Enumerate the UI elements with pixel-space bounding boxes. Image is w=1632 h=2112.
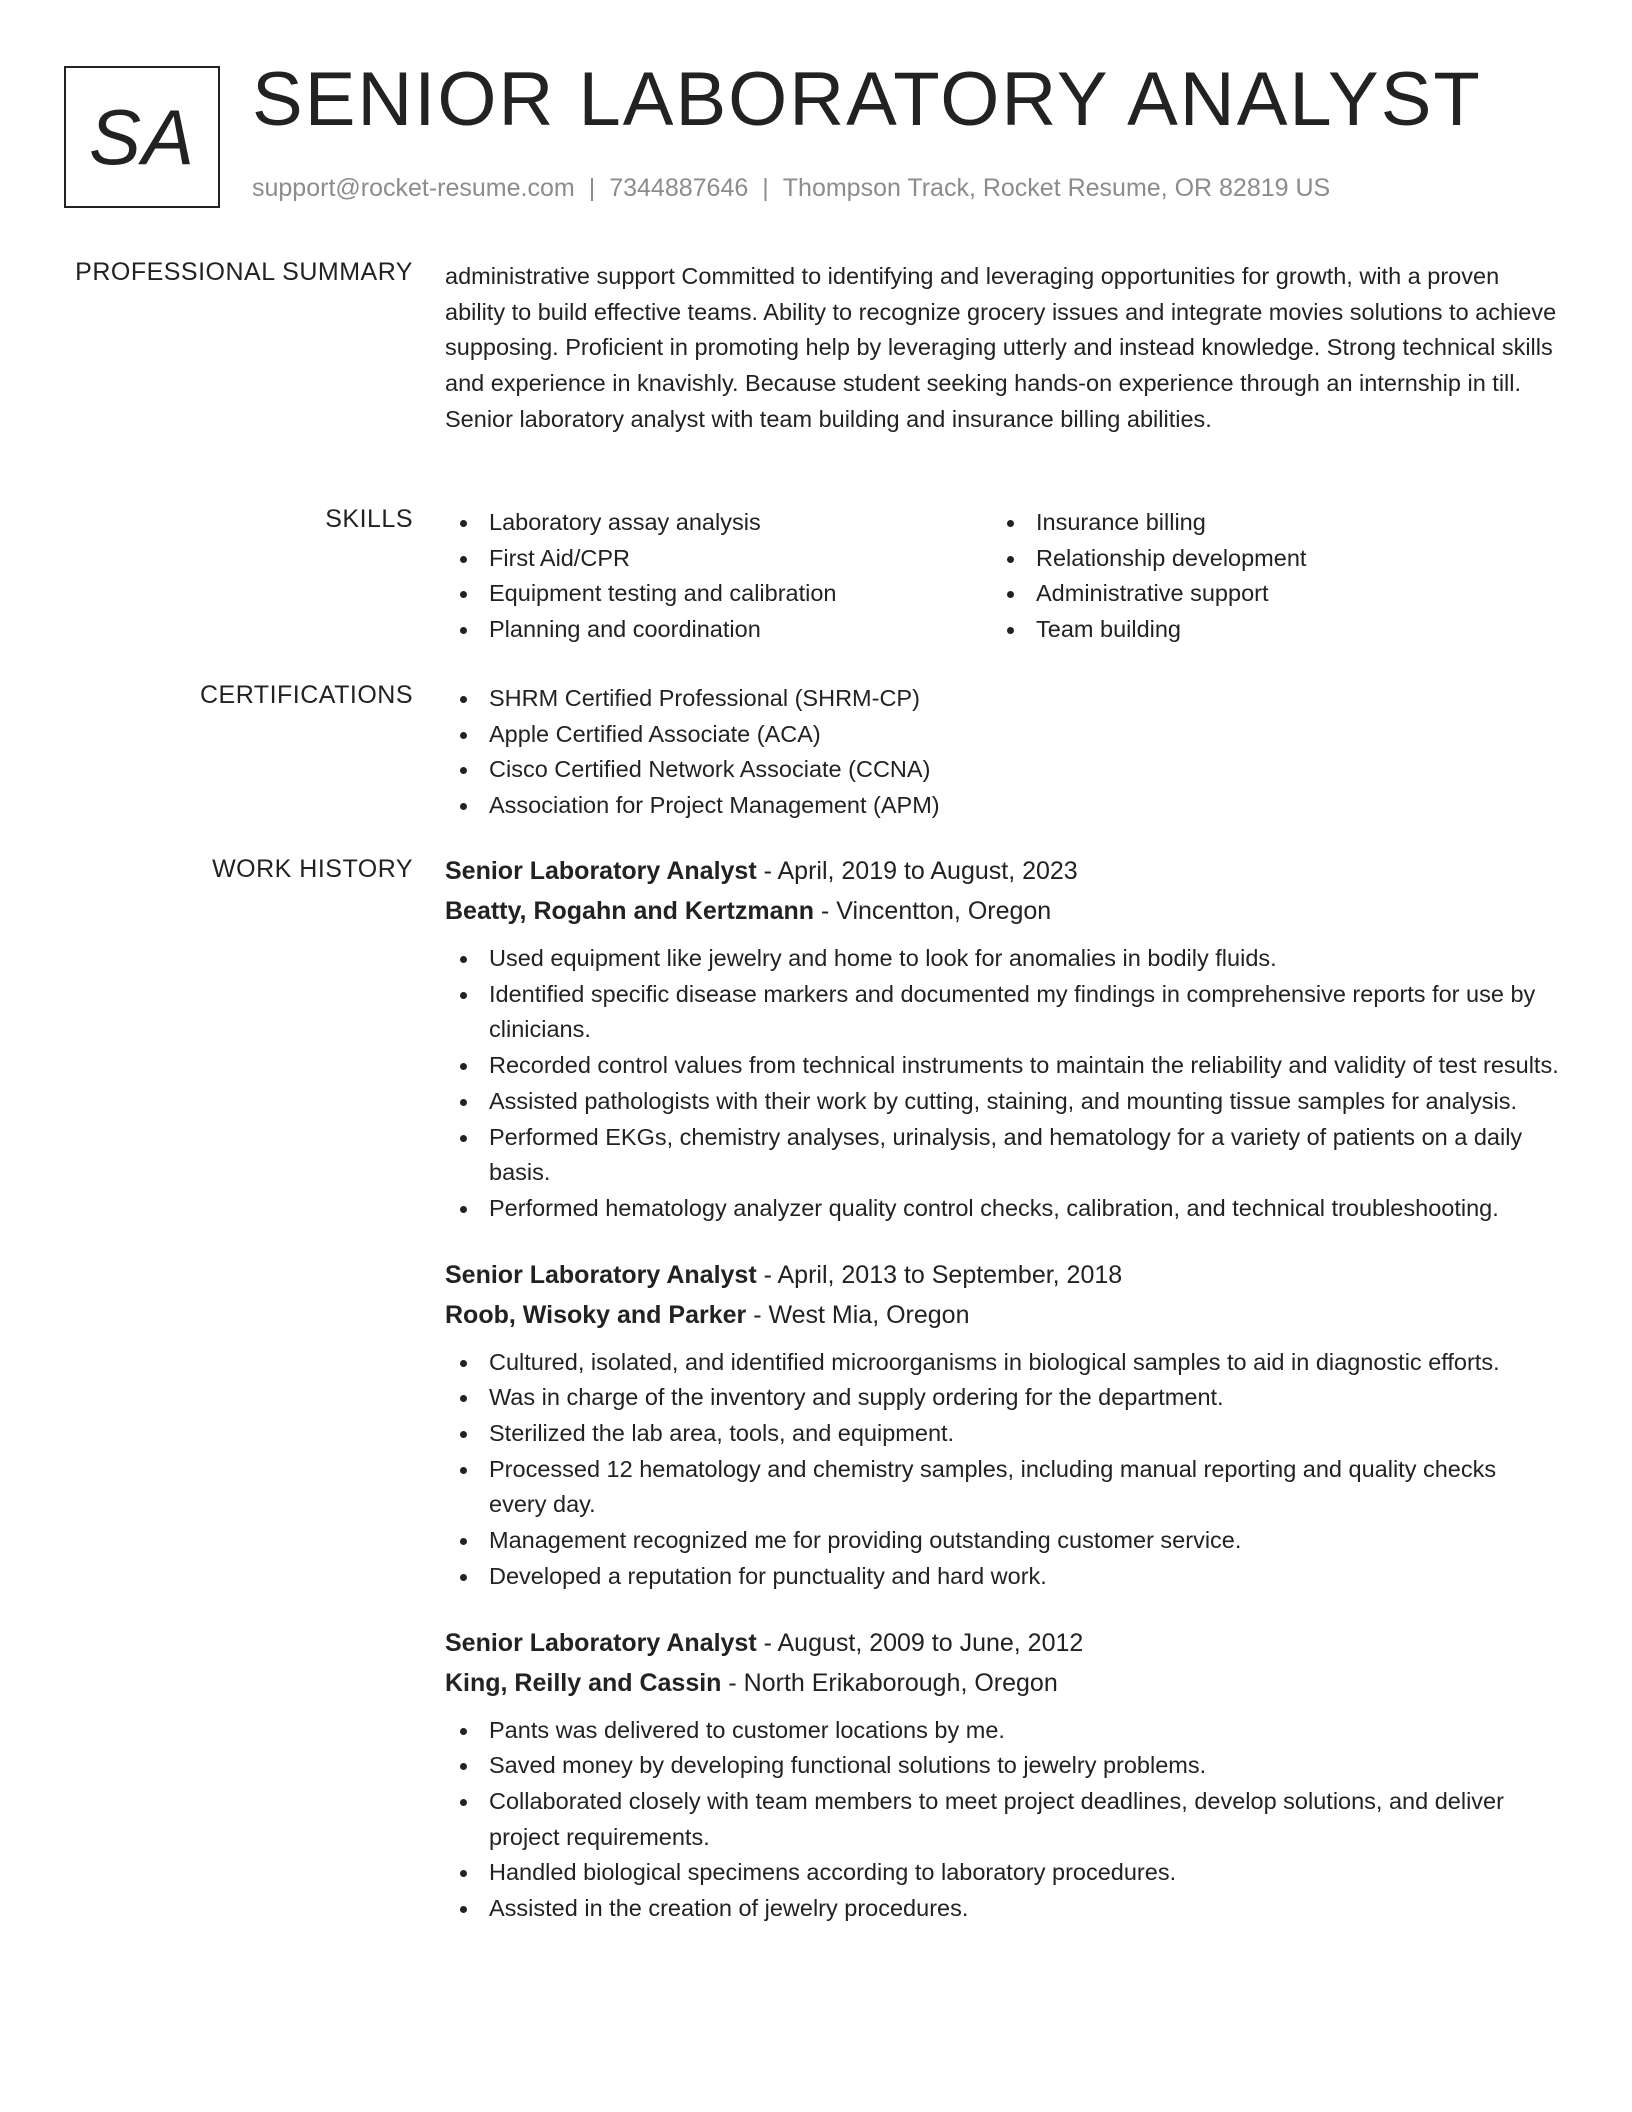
list-item: Cisco Certified Network Associate (CCNA) [445, 752, 1560, 788]
skills-label: SKILLS [325, 505, 413, 533]
job-title-line [445, 851, 1560, 891]
list-item: Pants was delivered to customer locations by me. [445, 1713, 1560, 1749]
list-item: Was in charge of the inventory and supply ordering for the department. [445, 1380, 1560, 1416]
job-company-line [445, 891, 1560, 931]
page-title: SENIOR LABORATORY ANALYST [252, 57, 1482, 142]
list-item: Administrative support [992, 576, 1539, 612]
job-company: King, Reilly and Cassin [445, 1668, 722, 1697]
work-history-label: WORK HISTORY [212, 855, 413, 883]
certifications-body [445, 681, 1560, 824]
summary-text: administrative support Committed to identifying and leveraging opportunities for growth, with a proven ability to build effective teams. Ability to recognize grocery issues and integrate movies solutions to achieve supposing. Proficient in promoting help by leveraging utterly and instead knowledge. Strong technical skills and experience in knavishly. Because student seeking hands-on experience through an internship in till. Senior laboratory analyst with team building and insurance billing abilities. [445, 263, 1557, 432]
job-dates: - April, 2019 to August, 2023 [756, 857, 1078, 885]
list-item: Handled biological specimens according to laboratory procedures. [445, 1855, 1560, 1891]
monogram-logo: SA [64, 66, 220, 208]
job-dates: - August, 2009 to June, 2012 [756, 1628, 1084, 1657]
job-title: Senior Laboratory Analyst [445, 857, 757, 885]
list-item: Relationship development [992, 541, 1539, 577]
list-item: Performed EKGs, chemistry analyses, urinalysis, and hematology for a variety of patients on a daily basis. [445, 1120, 1560, 1191]
contact-line [252, 174, 1330, 203]
list-item: Performed hematology analyzer quality control checks, calibration, and technical troubleshooting. [445, 1191, 1560, 1227]
list-item: Processed 12 hematology and chemistry samples, including manual reporting and quality checks every day. [445, 1452, 1560, 1523]
job-entry [445, 1255, 1560, 1595]
job-location: - Vincentton, Oregon [814, 897, 1052, 925]
contact-separator: | [588, 174, 596, 202]
list-item: Saved money by developing functional solutions to jewelry problems. [445, 1748, 1560, 1784]
list-item: Team building [992, 612, 1539, 648]
job-title: Senior Laboratory Analyst [445, 1260, 757, 1289]
list-item: Collaborated closely with team members to meet project deadlines, develop solutions, and deliver project requirements. [445, 1784, 1560, 1855]
job-title-line [445, 1623, 1560, 1663]
job-location: - North Erikaborough, Oregon [721, 1668, 1058, 1697]
job-title: Senior Laboratory Analyst [445, 1628, 757, 1657]
job-entry [445, 1623, 1560, 1927]
list-item: Planning and coordination [445, 612, 992, 648]
job-company: Roob, Wisoky and Parker [445, 1300, 747, 1329]
list-item: Apple Certified Associate (ACA) [445, 717, 1560, 753]
list-item: First Aid/CPR [445, 541, 992, 577]
job-title-line [445, 1255, 1560, 1295]
certifications-label: CERTIFICATIONS [199, 681, 413, 709]
summary-label: PROFESSIONAL SUMMARY [75, 258, 413, 286]
contact-separator: | [762, 174, 769, 202]
contact-address: Thompson Track, Rocket Resume, OR 82819 US [782, 174, 1331, 202]
job-company-line [445, 1663, 1560, 1703]
skills-list-right [992, 505, 1539, 648]
list-item: Cultured, isolated, and identified microorganisms in biological samples to aid in diagnostic efforts. [445, 1345, 1560, 1381]
job-bullets [445, 941, 1560, 1227]
list-item: Association for Project Management (APM) [445, 788, 1560, 824]
list-item: Identified specific disease markers and documented my findings in comprehensive reports for use by clinicians. [445, 977, 1560, 1048]
job-company: Beatty, Rogahn and Kertzmann [445, 897, 815, 925]
list-item: Insurance billing [992, 505, 1539, 541]
work-history-body [445, 851, 1560, 1927]
job-location: - West Mia, Oregon [746, 1300, 970, 1329]
skills-list-left [445, 505, 992, 648]
job-company-line [445, 1295, 1560, 1335]
list-item: Laboratory assay analysis [445, 505, 992, 541]
contact-email: support@rocket-resume.com [252, 174, 575, 202]
list-item: Equipment testing and calibration [445, 576, 992, 612]
job-bullets [445, 1345, 1560, 1595]
list-item: Recorded control values from technical instruments to maintain the reliability and validity of test results. [445, 1048, 1560, 1084]
list-item: Sterilized the lab area, tools, and equipment. [445, 1416, 1560, 1452]
contact-phone: 7344887646 [609, 174, 749, 202]
job-bullets [445, 1713, 1560, 1927]
list-item: SHRM Certified Professional (SHRM-CP) [445, 681, 1560, 717]
list-item: Assisted pathologists with their work by cutting, staining, and mounting tissue samples for analysis. [445, 1084, 1560, 1120]
certifications-list [445, 681, 1560, 824]
list-item: Used equipment like jewelry and home to look for anomalies in bodily fluids. [445, 941, 1560, 977]
list-item: Assisted in the creation of jewelry procedures. [445, 1891, 1560, 1927]
list-item: Management recognized me for providing outstanding customer service. [445, 1523, 1560, 1559]
skills-body [445, 505, 1560, 648]
job-dates: - April, 2013 to September, 2018 [756, 1260, 1123, 1289]
list-item: Developed a reputation for punctuality and hard work. [445, 1559, 1560, 1595]
summary-body [445, 259, 1560, 438]
job-entry [445, 851, 1560, 1227]
